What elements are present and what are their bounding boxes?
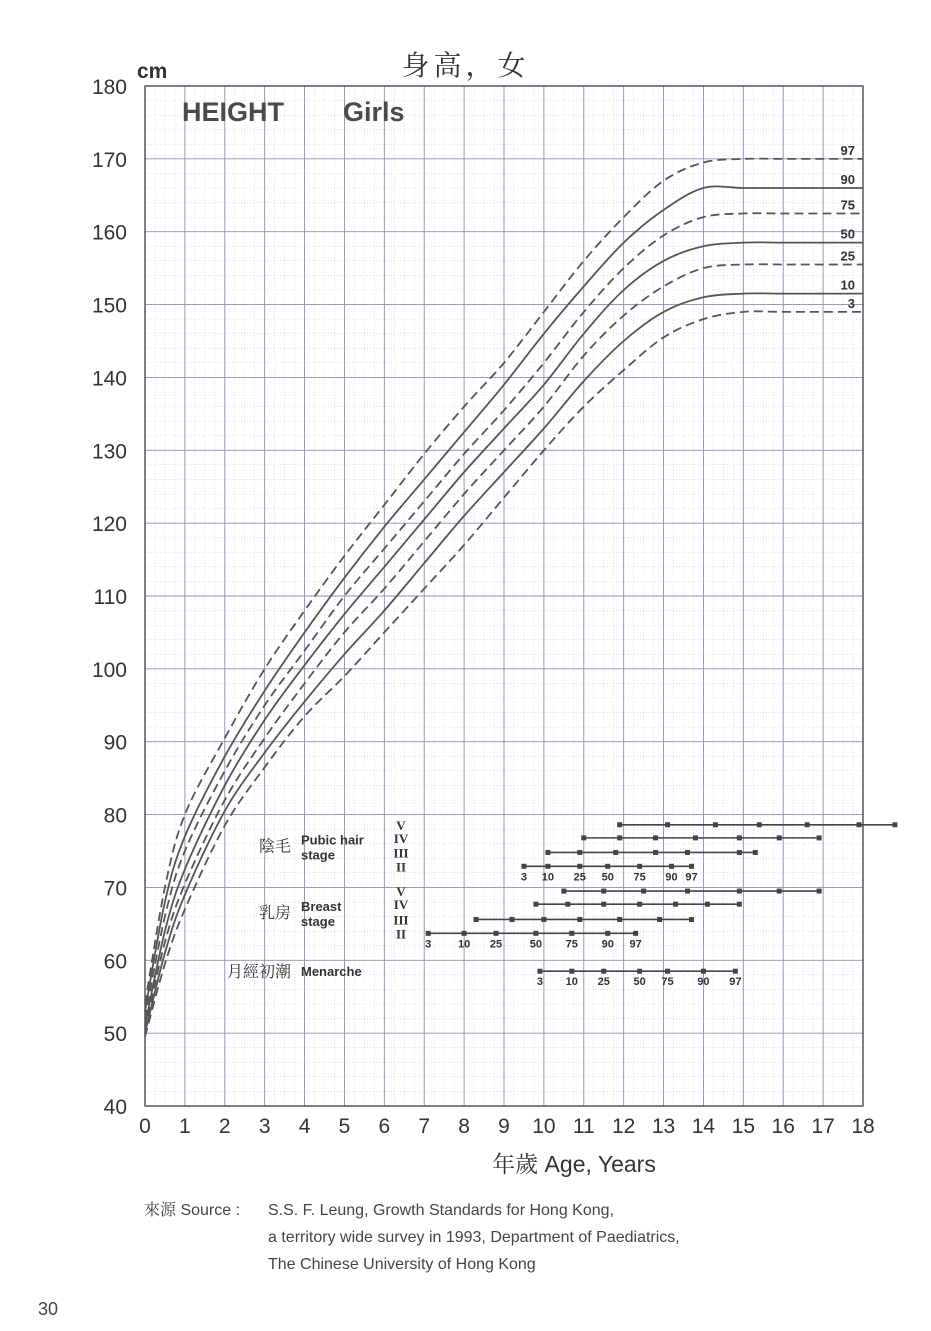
y-tick-label: 110 xyxy=(93,586,127,609)
breast-stage-numeral: V xyxy=(396,884,406,900)
x-tick-label: 17 xyxy=(811,1115,835,1138)
pubic-hair-stage-percentile-marker xyxy=(737,850,742,855)
chart-title: HEIGHT Girls xyxy=(182,97,405,127)
x-tick-label: 12 xyxy=(611,1115,636,1138)
menarche-percentile-label: 25 xyxy=(597,976,610,989)
x-tick-label: 16 xyxy=(771,1115,795,1138)
breast-stage-percentile-marker xyxy=(474,917,479,922)
breast-stage-percentile-marker xyxy=(462,931,467,936)
breast-stage-percentile-marker xyxy=(737,889,742,894)
y-tick-label: 60 xyxy=(103,950,127,974)
percentile-label: 97 xyxy=(840,142,855,158)
percentile-label: 90 xyxy=(840,172,855,187)
y-tick-label: 40 xyxy=(103,1096,127,1119)
pubic-hair-percentile-label: 25 xyxy=(573,871,586,884)
pubic-hair-stage-percentile-marker xyxy=(617,835,622,840)
breast-stage-percentile-marker xyxy=(533,902,538,907)
pubic-hair-stage-percentile-marker xyxy=(753,850,758,855)
pubic-hair-stage-percentile-marker xyxy=(521,864,526,869)
breast-stage-percentile-marker xyxy=(605,931,610,936)
percentile-label: 50 xyxy=(840,226,855,242)
menarche-stage-percentile-marker xyxy=(569,969,574,974)
x-tick-label: 15 xyxy=(731,1115,756,1138)
breast-stage-percentile-marker xyxy=(617,917,622,922)
grid-major xyxy=(145,86,863,1106)
y-tick-label: 50 xyxy=(103,1023,127,1047)
percentile-label: 25 xyxy=(840,248,855,264)
source-line: a territory wide survey in 1993, Department of Paediatrics, xyxy=(268,1229,680,1246)
pubic-hair-stage-numeral: II xyxy=(395,859,407,875)
y-tick-label: 90 xyxy=(103,731,127,755)
pubic-hair-stage-percentile-marker xyxy=(757,822,762,827)
breast-stage-percentile-marker xyxy=(577,917,582,922)
percentile-label: 10 xyxy=(840,277,855,293)
x-tick-label: 11 xyxy=(572,1115,595,1138)
pubic-hair-stage-percentile-marker xyxy=(617,822,622,827)
pubic-hair-label-en: Pubic hair xyxy=(301,832,364,848)
breast-stage-percentile-marker xyxy=(569,931,574,936)
pubic-hair-stage-percentile-marker xyxy=(693,835,698,840)
source-line: The Chinese University of Hong Kong xyxy=(268,1256,536,1273)
pubic-hair-label-stage: stage xyxy=(301,847,335,863)
breast-label-en: Breast xyxy=(301,899,342,915)
y-tick-label: 150 xyxy=(91,294,127,318)
x-tick-label: 13 xyxy=(651,1115,676,1138)
menarche-label-en: Menarche xyxy=(301,964,362,980)
breast-stage-percentile-marker xyxy=(685,889,690,894)
breast-stage-percentile-marker xyxy=(565,902,570,907)
breast-label-cn: 乳房 xyxy=(258,903,291,923)
pubic-hair-stage-numeral: V xyxy=(396,817,406,833)
pubic-hair-stage-numeral: III xyxy=(393,845,409,861)
x-tick-label: 2 xyxy=(218,1115,231,1138)
pubic-hair-stage-percentile-marker xyxy=(653,850,658,855)
x-tick-label: 14 xyxy=(691,1115,716,1138)
menarche-label-cn: 月經初潮 xyxy=(226,962,291,982)
pubic-hair-stage-percentile-marker xyxy=(857,822,862,827)
x-tick-label: 6 xyxy=(378,1115,391,1138)
breast-stage-percentile-marker xyxy=(817,889,822,894)
breast-stage-percentile-marker xyxy=(689,917,694,922)
x-tick-label: 0 xyxy=(139,1115,151,1138)
pubic-hair-stage-percentile-marker xyxy=(577,864,582,869)
y-tick-label: 140 xyxy=(91,367,127,391)
breast-percentile-label: 50 xyxy=(529,938,543,951)
x-axis-ticks xyxy=(139,1115,875,1138)
breast-percentile-label: 90 xyxy=(601,938,614,951)
pubic-hair-stage-percentile-marker xyxy=(713,822,718,827)
pubic-hair-percentile-label: 90 xyxy=(665,871,678,884)
menarche-percentile-label: 97 xyxy=(729,976,742,989)
page-number: 30 xyxy=(38,1299,59,1319)
y-tick-label: 170 xyxy=(91,148,127,172)
pubic-hair-stage-percentile-marker xyxy=(577,850,582,855)
breast-stage-percentile-marker xyxy=(641,889,646,894)
maturity-stages xyxy=(227,818,897,988)
breast-percentile-label: 10 xyxy=(457,938,471,951)
breast-stage-numeral: III xyxy=(393,912,409,928)
x-tick-label: 8 xyxy=(458,1115,470,1138)
pubic-hair-stage-percentile-marker xyxy=(737,835,742,840)
breast-label-stage: stage xyxy=(301,914,335,930)
y-tick-label: 70 xyxy=(103,877,127,901)
breast-stage-percentile-marker xyxy=(673,902,678,907)
pubic-hair-stage-percentile-marker xyxy=(685,850,690,855)
x-tick-label: 3 xyxy=(258,1115,271,1138)
x-axis-title: 年歲 Age, Years xyxy=(492,1151,656,1177)
breast-stage-numeral: II xyxy=(395,926,407,942)
pubic-hair-stage-percentile-marker xyxy=(669,864,674,869)
breast-stage-percentile-marker xyxy=(561,889,566,894)
menarche-percentile-label: 90 xyxy=(697,976,710,989)
x-tick-label: 4 xyxy=(298,1115,311,1138)
y-axis-unit: cm xyxy=(137,60,168,83)
pubic-hair-stage-percentile-marker xyxy=(545,864,550,869)
y-axis-ticks xyxy=(92,76,127,1119)
page-title: 身高，女 xyxy=(401,49,530,82)
pubic-hair-stage-percentile-marker xyxy=(777,835,782,840)
pubic-hair-label-cn: 陰毛 xyxy=(258,836,291,856)
pubic-hair-percentile-label: 50 xyxy=(601,871,614,884)
pubic-hair-stage-percentile-marker xyxy=(637,864,642,869)
breast-stage-percentile-marker xyxy=(509,917,514,922)
x-tick-label: 1 xyxy=(179,1115,191,1138)
x-tick-label: 18 xyxy=(851,1115,875,1138)
breast-stage-percentile-marker xyxy=(601,889,606,894)
pubic-hair-stage-percentile-marker xyxy=(605,864,610,869)
menarche-stage-percentile-marker xyxy=(537,969,542,974)
menarche-stage-percentile-marker xyxy=(701,969,706,974)
breast-percentile-label: 3 xyxy=(425,938,432,951)
breast-stage-percentile-marker xyxy=(777,889,782,894)
x-tick-label: 7 xyxy=(418,1115,431,1138)
breast-stage-numeral: IV xyxy=(393,897,409,913)
menarche-percentile-label: 10 xyxy=(565,976,578,989)
pubic-hair-stage-percentile-marker xyxy=(665,822,670,827)
breast-stage-percentile-marker xyxy=(494,931,499,936)
breast-stage-percentile-marker xyxy=(601,902,606,907)
pubic-hair-stage-percentile-marker xyxy=(805,822,810,827)
pubic-hair-percentile-label: 97 xyxy=(685,871,698,884)
menarche-stage-percentile-marker xyxy=(637,969,642,974)
pubic-hair-percentile-label: 3 xyxy=(520,871,528,884)
y-tick-label: 80 xyxy=(103,804,127,828)
source-line: S.S. F. Leung, Growth Standards for Hong Kong, xyxy=(268,1202,614,1219)
menarche-percentile-label: 75 xyxy=(661,976,674,989)
y-tick-label: 160 xyxy=(91,221,127,245)
pubic-hair-stage-percentile-marker xyxy=(689,864,694,869)
pubic-hair-stage-numeral: IV xyxy=(393,830,409,846)
y-tick-label: 100 xyxy=(91,658,127,682)
pubic-hair-stage-percentile-marker xyxy=(581,835,586,840)
y-tick-label: 120 xyxy=(91,513,127,537)
source-lines xyxy=(268,1197,680,1278)
menarche-percentile-label: 3 xyxy=(536,976,543,989)
breast-stage-percentile-marker xyxy=(657,917,662,922)
breast-percentile-label: 25 xyxy=(489,938,503,951)
x-tick-label: 10 xyxy=(532,1115,556,1138)
breast-percentile-label: 75 xyxy=(565,938,578,951)
y-tick-label: 180 xyxy=(91,76,127,99)
pubic-hair-stage-percentile-marker xyxy=(892,822,897,827)
pubic-hair-stage-percentile-marker xyxy=(817,835,822,840)
pubic-hair-stage-percentile-marker xyxy=(613,850,618,855)
percentile-label: 75 xyxy=(840,197,855,213)
percentile-labels xyxy=(841,143,855,311)
pubic-hair-stage-percentile-marker xyxy=(653,835,658,840)
breast-stage-percentile-marker xyxy=(541,917,546,922)
menarche-stage-percentile-marker xyxy=(665,969,670,974)
x-tick-label: 5 xyxy=(338,1115,351,1138)
breast-stage-percentile-marker xyxy=(426,931,431,936)
menarche-stage-percentile-marker xyxy=(601,969,606,974)
breast-stage-percentile-marker xyxy=(737,902,742,907)
source-label: 來源 Source : xyxy=(144,1202,241,1219)
pubic-hair-percentile-label: 75 xyxy=(633,871,646,884)
breast-stage-percentile-marker xyxy=(533,931,538,936)
breast-stage-percentile-marker xyxy=(705,902,710,907)
breast-percentile-label: 97 xyxy=(629,938,642,951)
y-tick-label: 130 xyxy=(91,440,127,464)
pubic-hair-percentile-label: 10 xyxy=(541,871,555,884)
menarche-stage-percentile-marker xyxy=(733,969,738,974)
percentile-label: 3 xyxy=(847,295,855,311)
pubic-hair-stage-percentile-marker xyxy=(545,850,550,855)
x-tick-label: 9 xyxy=(498,1115,510,1138)
breast-stage-percentile-marker xyxy=(633,931,638,936)
menarche-percentile-label: 50 xyxy=(633,976,646,989)
breast-stage-percentile-marker xyxy=(637,902,642,907)
